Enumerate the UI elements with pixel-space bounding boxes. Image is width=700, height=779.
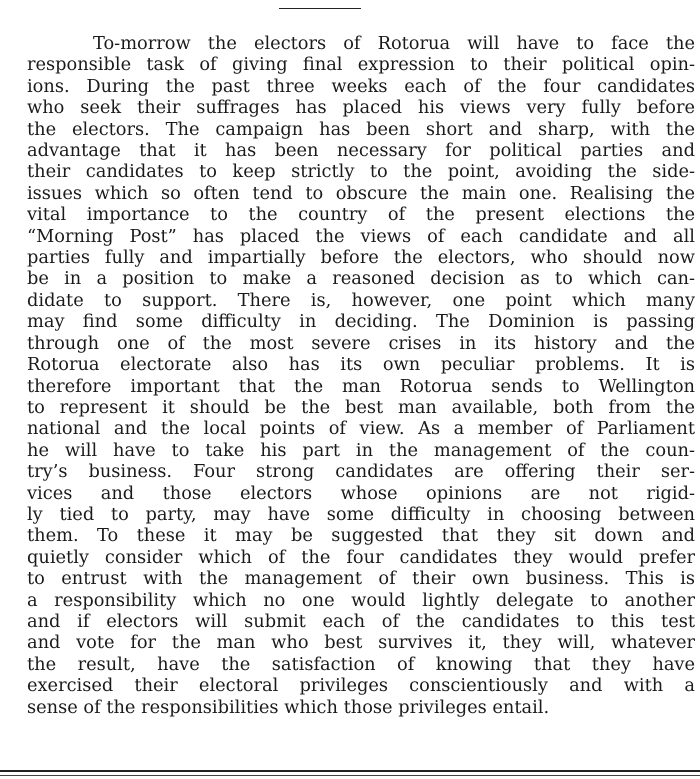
article-line: sense of the responsibilities which those privileges entail. (27, 696, 550, 718)
article-line: advantage that it has been necessary for political parties and (27, 140, 695, 162)
article-line: issues which so often tend to obscure the main one. Realising the (27, 182, 695, 204)
article-line: them. To these it may be suggested that they sit down and (27, 525, 695, 547)
article-line: through one of the most severe crises in its history and the (27, 332, 695, 354)
article-line: and vote for the man who best survives it, they will, whatever (27, 632, 695, 654)
article-line: ions. During the past three weeks each of the four candidates (27, 75, 695, 97)
article-line: Rotorua electorate also has its own peculiar problems. It is (27, 354, 695, 376)
article-line: “Morning Post” has placed the views of each candidate and all (27, 225, 695, 247)
article-line: the result, have the satisfaction of knowing that they have (27, 653, 695, 675)
article-line: To-morrow the electors of Rotorua will have to face the (93, 33, 695, 54)
article-line: a responsibility which no one would lightly delegate to another (27, 589, 695, 611)
article-line: national and the local points of view. As a member of Parliament (27, 418, 695, 440)
article-line: who seek their suffrages has placed his views very fully before (27, 97, 695, 119)
article-line: be in a position to make a reasoned decision as to which can- (27, 268, 695, 290)
article-line: exercised their electoral privileges conscientiously and with a (27, 675, 695, 697)
article-line: vices and those electors whose opinions are not rigid- (27, 482, 695, 504)
bottom-divider-rule (0, 770, 700, 772)
article-line: quietly consider which of the four candidates they would prefer (27, 546, 695, 568)
article-line: may find some difficulty in deciding. The Dominion is passing (27, 311, 695, 333)
article-body (27, 33, 695, 718)
article-line: vital importance to the country of the present elections the (27, 204, 695, 226)
article-line: he will have to take his part in the management of the coun- (27, 439, 695, 461)
article-line: responsible task of giving final expression to their political opin- (27, 54, 695, 76)
article-line: and if electors will submit each of the candidates to this test (27, 610, 695, 632)
article-line: parties fully and impartially before the electors, who should now (27, 247, 695, 269)
article-line: the electors. The campaign has been short and sharp, with the (27, 118, 695, 140)
article-line: try’s business. Four strong candidates are offering their ser- (27, 461, 695, 483)
article-line: didate to support. There is, however, one point which many (27, 289, 695, 311)
article-line: their candidates to keep strictly to the point, avoiding the side- (27, 161, 695, 183)
bottom-divider-rule-thin (0, 775, 700, 776)
article-line: to entrust with the management of their own business. This is (27, 568, 695, 590)
article-line: to represent it should be the best man available, both from the (27, 396, 695, 418)
top-divider-rule (279, 8, 361, 9)
article-line: therefore important that the man Rotorua sends to Wellington (27, 375, 695, 397)
article-line: ly tied to party, may have some difficulty in choosing between (27, 503, 695, 525)
